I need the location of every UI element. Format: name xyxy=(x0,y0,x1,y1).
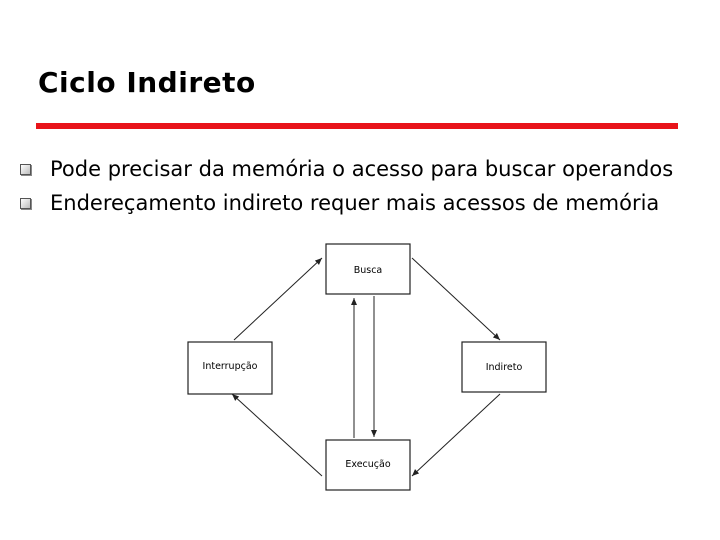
state-label-execucao: Execução xyxy=(345,459,391,470)
state-box-indireto xyxy=(462,342,546,392)
state-label-interrupcao: Interrupção xyxy=(202,361,258,372)
bullet-text: Pode precisar da memória o acesso para buscar operandos xyxy=(50,157,674,181)
state-box-interrupcao xyxy=(188,342,272,394)
bullet-text: Endereçamento indireto requer mais acessos de memória xyxy=(50,191,660,215)
arrow-execucao-to-interrupcao xyxy=(232,394,322,476)
state-label-busca: Busca xyxy=(353,265,383,276)
state-box-busca xyxy=(326,244,410,294)
state-box-execucao xyxy=(326,440,410,490)
slide-title: Ciclo Indireto xyxy=(38,66,256,99)
arrow-indireto-to-execucao xyxy=(412,394,500,476)
state-label-indireto: Indireto xyxy=(485,362,523,373)
arrow-busca-to-indireto xyxy=(412,258,500,340)
arrow-interrupcao-to-busca xyxy=(234,258,322,340)
